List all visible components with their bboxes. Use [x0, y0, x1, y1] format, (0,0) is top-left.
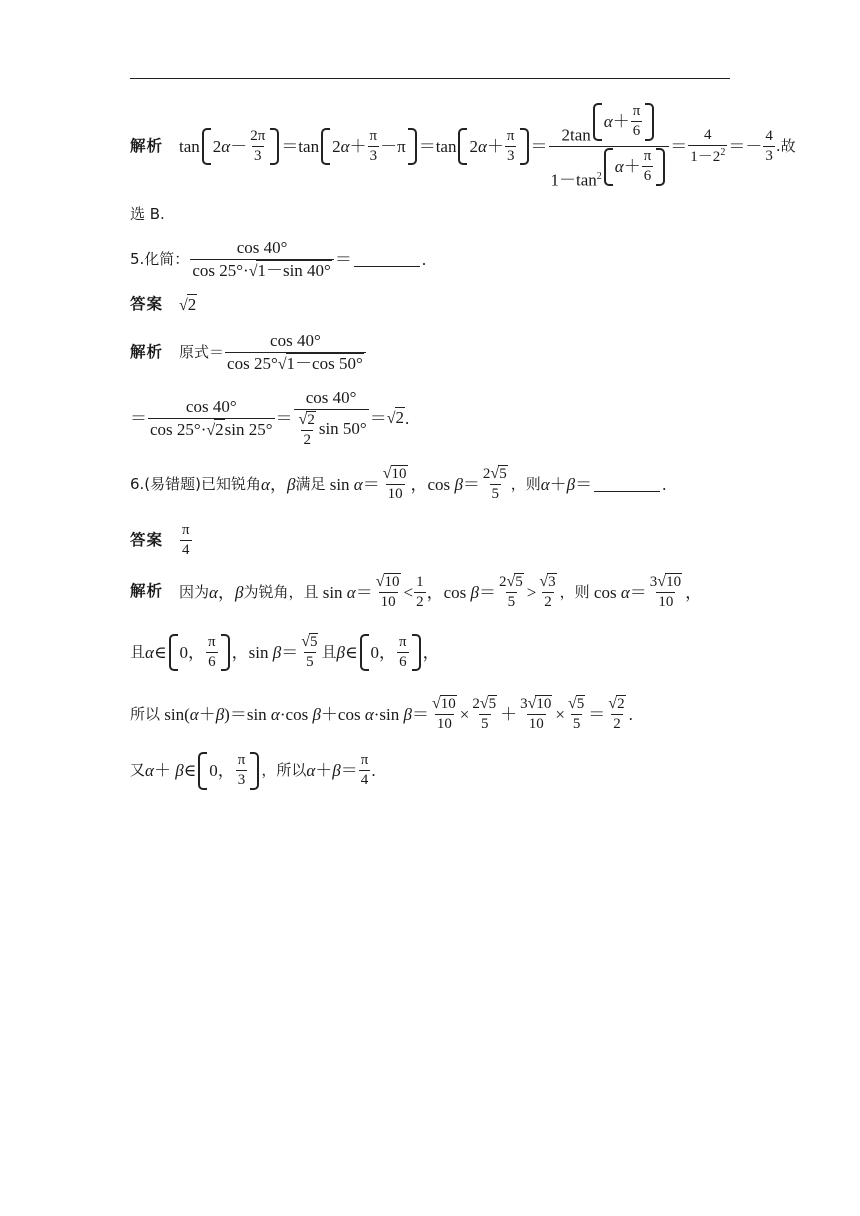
answer-blank: [354, 252, 420, 267]
header-rule: [130, 78, 730, 79]
q6-solution-line2: 且 α∈ 0， π 6 ，sin β＝ √5 5 且 β∈ 0， π 6 ，: [130, 633, 440, 671]
tan-double-angle-fraction: 2tan α ＋ π 6 $1-\tan^2$ α ＋ π 6: [549, 103, 670, 190]
q5-solution-line2: ＝ cos 40° cos 25°·√2sin 25° ＝ cos 40° $\frac{√2}{2}$ sin 50° ＝ √2 .: [130, 388, 410, 448]
q6-solution-line1: 解析 因为 α，β 为锐角，且 sin α＝ √10 10 < 1 2 ，cos β＝ 2√5 5 > √3 2 ，则 cos α＝ 3√10 10 ，: [130, 573, 703, 611]
q5-solution-line1: 解析 原式＝ cos 40° cos 25°√1－cos 50°: [130, 331, 367, 374]
analysis-label: 解析: [130, 136, 164, 155]
q5-question: 5.化简： cos 40° cos 25°·√1－sin 40° ＝ .: [130, 238, 427, 280]
q6-answer: 答案 π 4: [130, 522, 190, 559]
q4-continuation: 选 B.: [130, 205, 165, 223]
q5-answer: 答案 √2: [130, 295, 197, 314]
answer-blank: [594, 477, 660, 492]
q6-solution-line4: 又 α＋ β∈ 0， π 3 ，所以 α＋β＝ π 4 .: [130, 752, 376, 789]
q4-solution-line: 解析 tan 2α－ 2π 3 ＝tan 2α＋ π 3 －π ＝tan 2α＋ π 3 ＝ 2tan α ＋ π 6 $1-\tan^2$ α ＋ π 6 ＝ 4 $1-2^2$ ＝－ 4 3 .故: [130, 103, 796, 190]
q6-question: 6.(易错题)已知锐角 α，β 满足 sin α＝ √10 10 ，cos β＝ 2√5 5 ，则 α＋β＝ .: [130, 465, 667, 503]
answer-label: 答案: [130, 295, 164, 314]
q6-solution-line3: 所以 sin(α＋β)＝sin α·cos β＋cos α·sin β＝ $\frac{√10}{10}$ × $\frac{2√5}{5}$ ＋ $\frac{3√10}{10}$ × $\frac{√5}{5}$ ＝ √2 2 .: [130, 695, 633, 733]
